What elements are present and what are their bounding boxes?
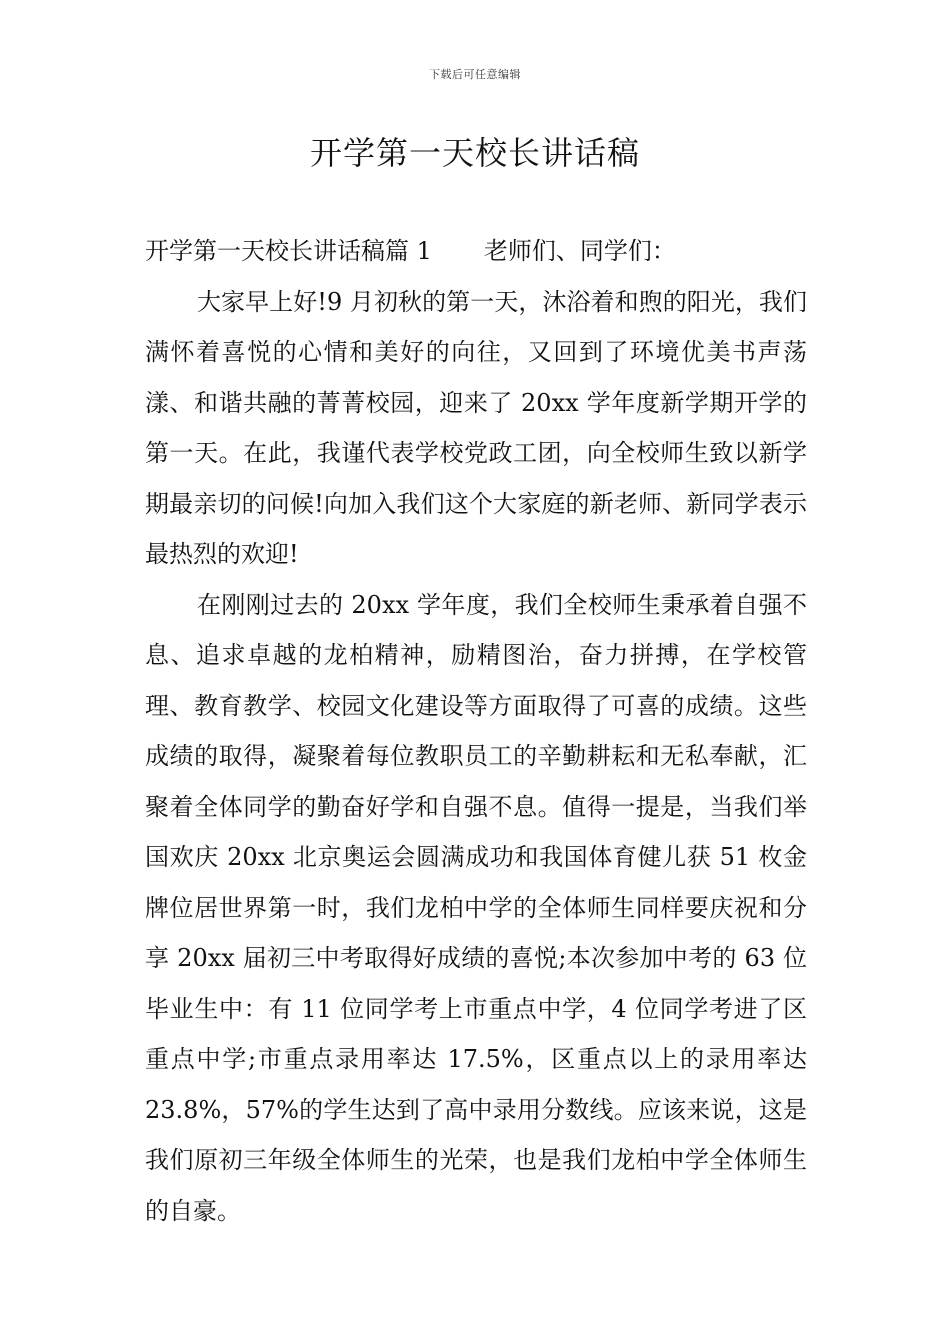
section-label: 开学第一天校长讲话稿篇 1 (145, 237, 432, 265)
paragraph-2: 在刚刚过去的 20xx 学年度，我们全校师生秉承着自强不息、追求卓越的龙柏精神，励精图治，奋力拼搏，在学校管理、教育教学、校园文化建设等方面取得了可喜的成绩。这些成绩的取得，凝聚着每位教职员工的辛勤耕耘和无私奉献，汇聚着全体同学的勤奋好学和自强不息。值得一提是，当我们举国欢庆 20xx 北京奥运会圆满成功和我国体育健儿获 51 枚金牌位居世界第一时，我们龙柏中学的全体师生同样要庆祝和分享 20xx 届初三中考取得好成绩的喜悦;本次参加中考的 63 位毕业生中：有 11 位同学考上市重点中学，4 位同学考进了区重点中学;市重点录用率达 17.5%，区重点以上的录用率达 23.8%，57%的学生达到了高中录用分数线。应该来说，这是我们原初三年级全体师生的光荣，也是我们龙柏中学全体师生的自豪。 (145, 590, 807, 1225)
intro-line (145, 226, 807, 277)
document-title: 开学第一天校长讲话稿 (309, 134, 640, 172)
document-body (145, 226, 807, 1236)
greeting: 老师们、同学们： (483, 237, 676, 265)
header-note: 下载后可任意编辑 (429, 68, 521, 81)
paragraph-1: 大家早上好!9 月初秋的第一天，沐浴着和煦的阳光，我们满怀着喜悦的心情和美好的向往，又回到了环境优美书声荡漾、和谐共融的菁菁校园，迎来了 20xx 学年度新学期开学的第一天。在此，我谨代表学校党政工团，向全校师生致以新学期最亲切的问候!向加入我们这个大家庭的新老师、新同学表示最热烈的欢迎! (145, 287, 807, 568)
